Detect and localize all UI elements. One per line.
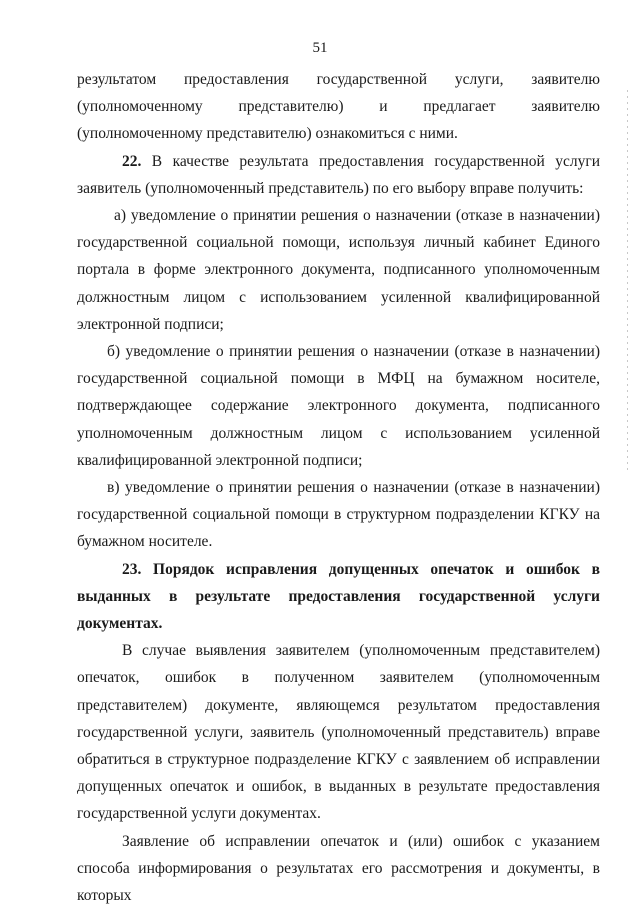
paragraph-item-a: а) уведомление о принятии решения о назначении (отказе в назначении) государственной социальной помощи, используя личный кабинет Единого портала в форме электронного документа, подписанного уполномоченным должностным лицом с использованием усиленной квалифицированной электронной подписи; <box>77 207 600 333</box>
paragraph-continuation: результатом предоставления государственной услуги, заявителю (уполномоченному представителю) и предлагает заявителю (уполномоченному представителю) ознакомиться с ними. <box>77 71 600 143</box>
paragraph-23-first: В случае выявления заявителем (уполномоченным представителем) опечаток, ошибок в полученном заявителем (уполномоченным представителем) документе, являющемся результатом предоставления государственной услуги, заявитель (уполномоченный представитель) вправе обратиться в структурное подразделение КГКУ с заявлением об исправлении допущенных опечаток и ошибок, в выданных в результате предоставления государственной услуги документах. <box>77 642 600 823</box>
paragraph-item-v: в) уведомление о принятии решения о назначении (отказе в назначении) государственной социальной помощи в структурном подразделении КГКУ на бумажном носителе. <box>77 479 600 551</box>
paragraph-23-second: Заявление об исправлении опечаток и (или) ошибок с указанием способа информирования о результатах его рассмотрения и документы, в которых <box>77 832 600 905</box>
paragraph-22-number: 22. <box>122 152 142 170</box>
paragraph-item-b: б) уведомление о принятии решения о назначении (отказе в назначении) государственной социальной помощи в МФЦ на бумажном носителе, подтверждающее содержание электронного документа, подписанного уполномоченным должностным лицом с использованием усиленной квалифицированной электронной подписи; <box>77 343 600 469</box>
paragraph-22-text: В качестве результата предоставления государственной услуги заявитель (уполномоченный представитель) по его выбору вправе получить: <box>77 152 600 197</box>
document-body <box>77 66 600 909</box>
paragraph-22 <box>77 148 600 202</box>
section-heading-23: 23. Порядок исправления допущенных опечаток и ошибок в выданных в результате предоставления государственной услуги документах. <box>77 560 600 633</box>
scan-margin-line <box>627 90 628 470</box>
page-number: 51 <box>312 40 328 56</box>
